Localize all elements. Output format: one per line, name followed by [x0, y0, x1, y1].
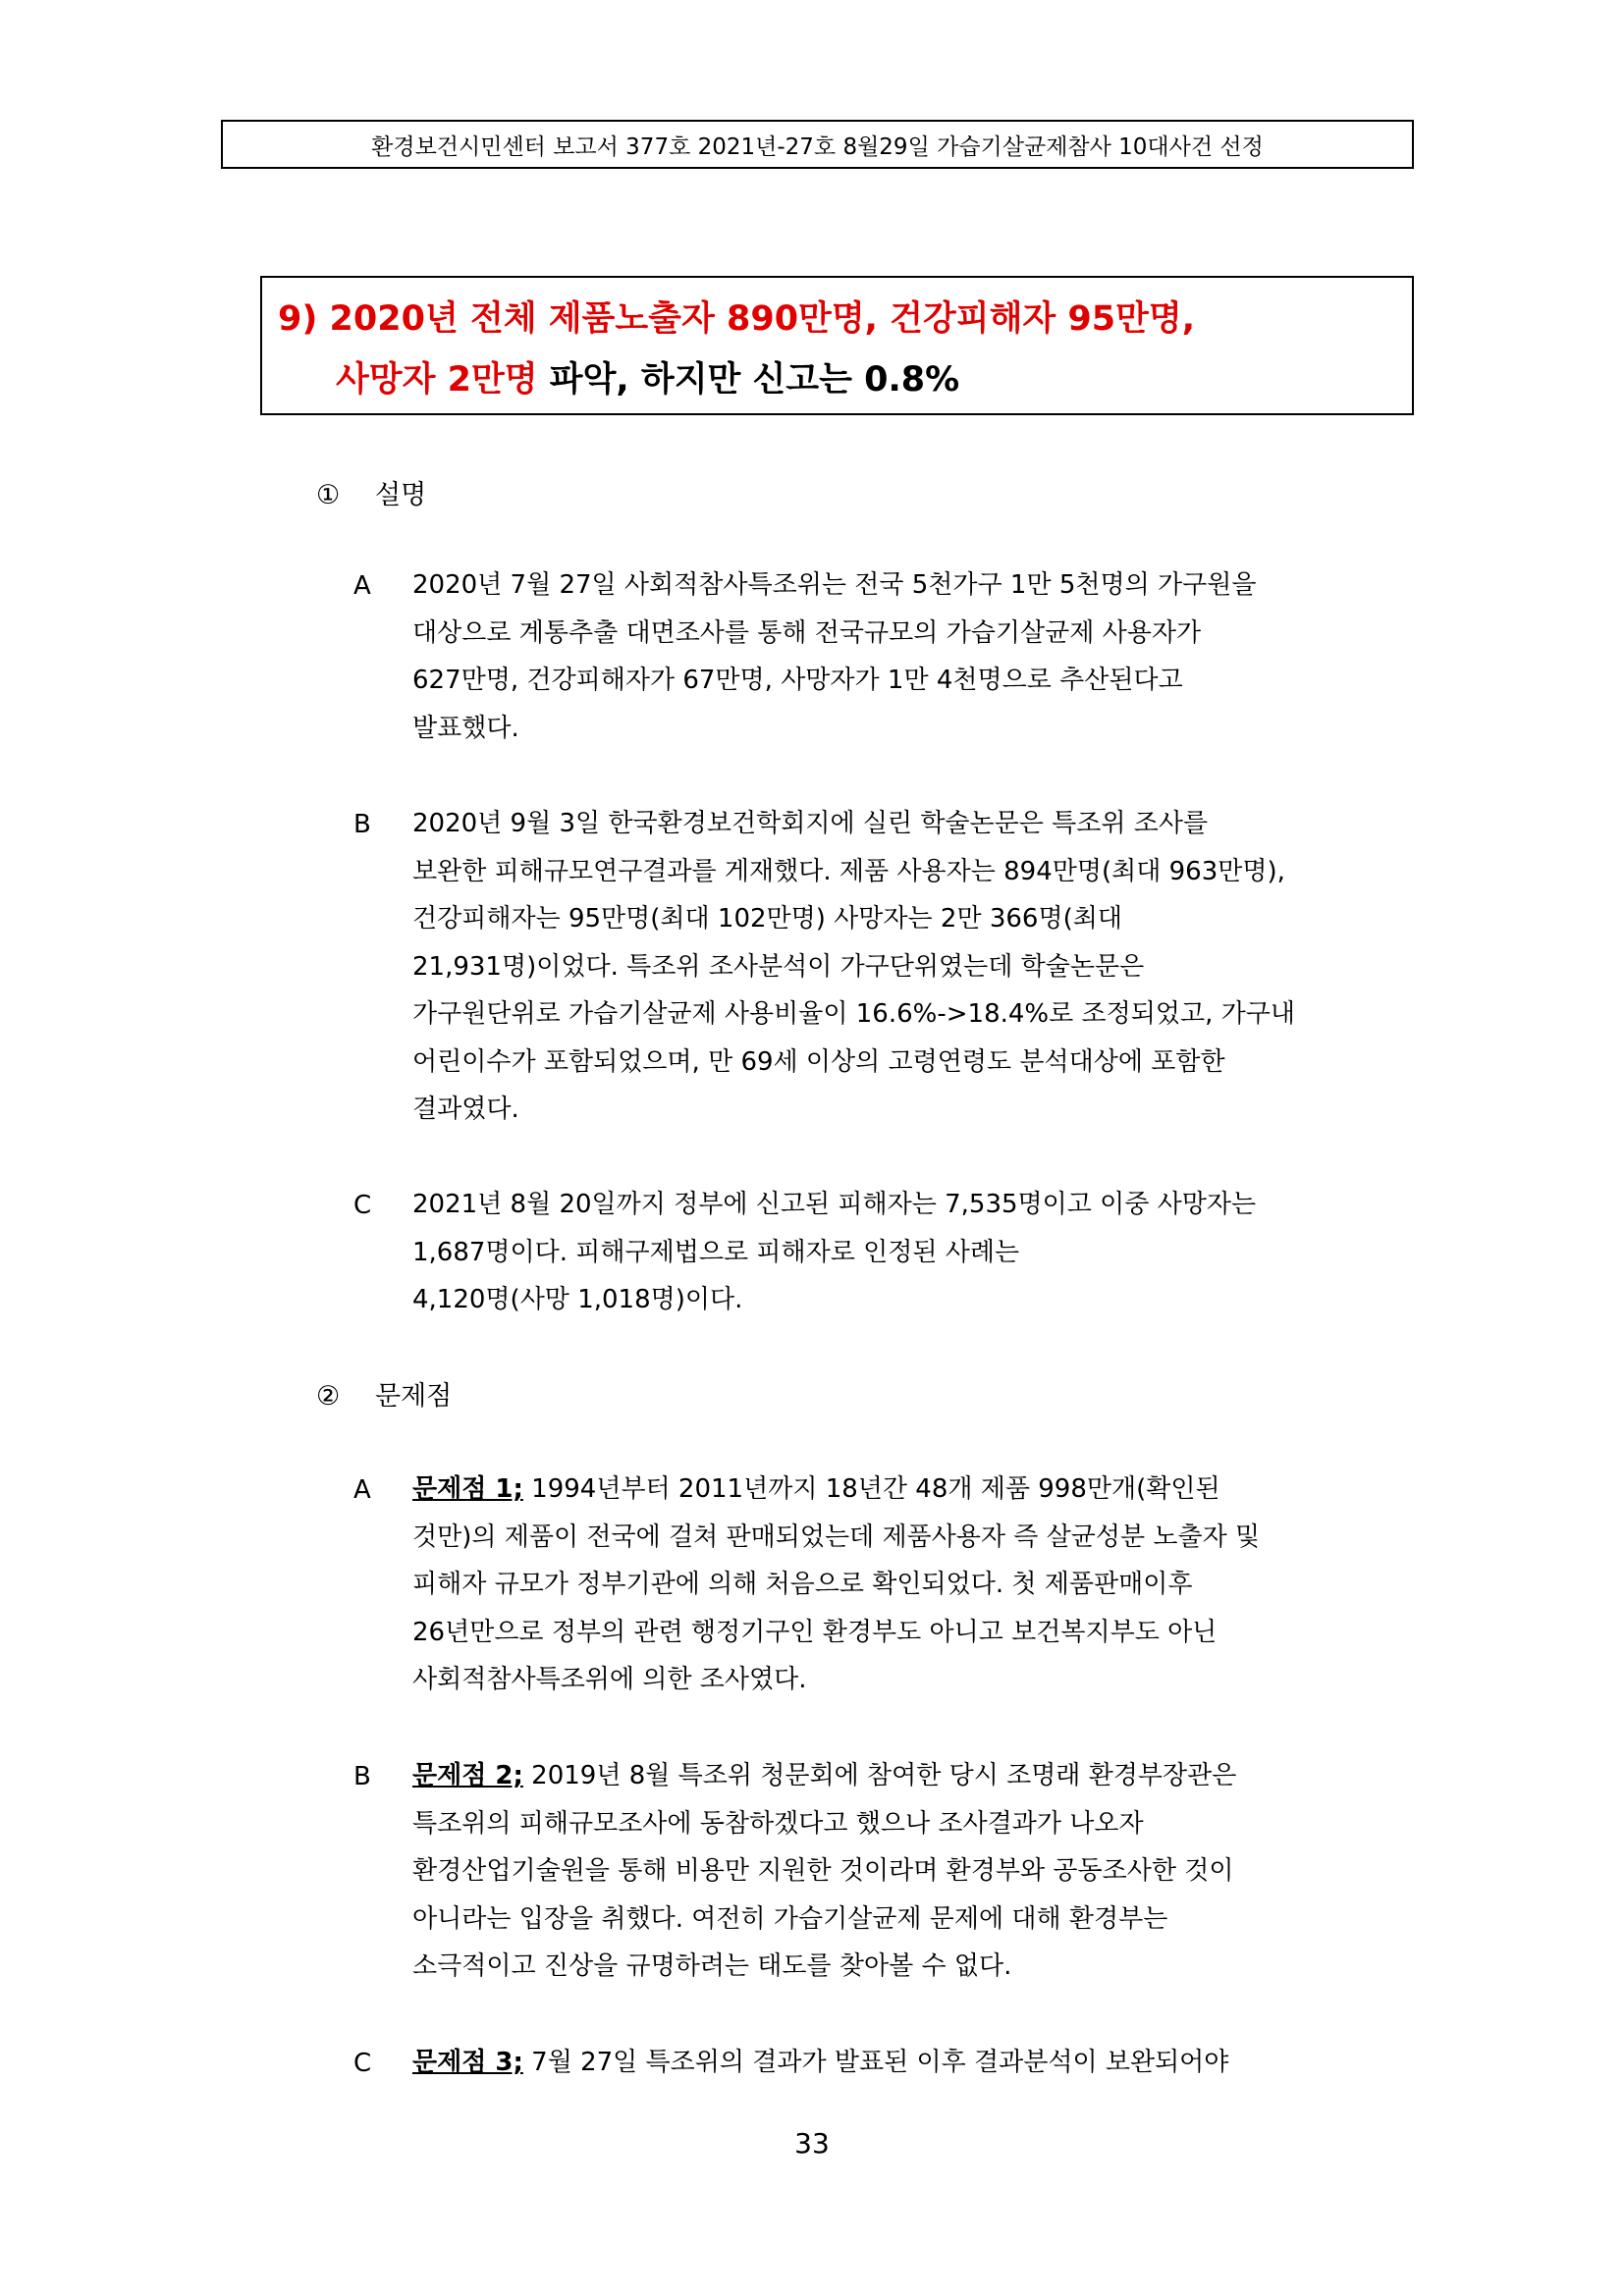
section-number: ②: [316, 1381, 341, 1412]
report-header: [221, 120, 1414, 169]
item-letter: A: [353, 1475, 371, 1505]
paragraph-line: 특조위의 피해규모조사에 동참하겠다고 했으나 조사결과가 나오자: [412, 1808, 1144, 1839]
item-paragraph: [412, 1466, 1260, 1704]
paragraph-line: 결과였다.: [412, 1095, 519, 1124]
item-letter: B: [353, 810, 371, 839]
paragraph-line: 보완한 피해규모연구결과를 게재했다. 제품 사용자는 894만명(최대 963만명),: [412, 856, 1285, 886]
paragraph-line: 1,687명이다. 피해구제법으로 피해자로 인정된 사례는: [412, 1237, 1020, 1267]
item-letter: A: [353, 571, 371, 601]
page-number: 33: [794, 2127, 830, 2160]
paragraph-line: 어린이수가 포함되었으며, 만 69세 이상의 고령연령도 분석대상에 포함한: [412, 1046, 1225, 1077]
paragraph-line: 대상으로 계통추출 대면조사를 통해 전국규모의 가습기살균제 사용자가: [412, 617, 1202, 648]
title-highlight: 사망자 2만명: [336, 360, 538, 400]
section-head-explanation: [316, 473, 426, 511]
paragraph-line: 문제점 3; 7월 27일 특조위의 결과가 발표된 이후 결과분석이 보완되어야: [412, 2048, 1229, 2077]
paragraph-line: 2020년 9월 3일 한국환경보건학회지에 실린 학술논문은 특조위 조사를: [412, 809, 1209, 838]
paragraph-line: 발표했다.: [412, 713, 519, 743]
problem-label: 문제점 2;: [412, 1761, 523, 1790]
report-header-text: 환경보건시민센터 보고서 377호 2021년-27호 8월29일 가습기살균제참사 10대사건 선정: [371, 133, 1264, 160]
paragraph-line: 건강피해자는 95만명(최대 102만명) 사망자는 2만 366명(최대: [412, 904, 1122, 934]
problem-label: 문제점 1;: [412, 1474, 523, 1504]
paragraph-line: 소극적이고 진상을 규명하려는 태도를 찾아볼 수 없다.: [412, 1951, 1012, 1981]
title-rest: 파악, 하지만 신고는 0.8%: [537, 360, 960, 400]
item-letter: B: [353, 1762, 371, 1791]
item-letter: C: [353, 2049, 372, 2078]
item-paragraph: [412, 1181, 1256, 1324]
section-title-line2: [336, 352, 959, 401]
section-title-box: [260, 276, 1414, 415]
paragraph-line: 것만)의 제품이 전국에 걸쳐 판매되었는데 제품사용자 즉 살균성분 노출자 및: [412, 1522, 1261, 1552]
paragraph-line: 사회적참사특조위에 의한 조사였다.: [412, 1665, 807, 1694]
paragraph-line: 21,931명)이었다. 특조위 조사분석이 가구단위였는데 학술논문은: [412, 951, 1145, 982]
item-paragraph: [412, 561, 1256, 752]
paragraph-line: 문제점 2; 2019년 8월 특조위 청문회에 참여한 당시 조명래 환경부장관은: [412, 1761, 1237, 1790]
item-letter: C: [353, 1191, 372, 1220]
paragraph-line: 4,120명(사망 1,018명)이다.: [412, 1285, 743, 1314]
section-head-problems: [316, 1374, 452, 1413]
item-paragraph: [412, 1752, 1236, 1991]
problem-label: 문제점 3;: [412, 2048, 523, 2077]
paragraph-line: 피해자 규모가 정부기관에 의해 처음으로 확인되었다. 첫 제품판매이후: [412, 1570, 1193, 1599]
section-title-line1: 9) 2020년 전체 제품노출자 890만명, 건강피해자 95만명,: [278, 299, 1196, 339]
paragraph-line: 627만명, 건강피해자가 67만명, 사망자가 1만 4천명으로 추산된다고: [412, 666, 1183, 695]
item-paragraph: [412, 800, 1295, 1134]
paragraph-line: 26년만으로 정부의 관련 행정기구인 환경부도 아니고 보건복지부도 아닌: [412, 1617, 1218, 1647]
paragraph-line: 가구원단위로 가습기살균제 사용비율이 16.6%->18.4%로 조정되었고, 가구내: [412, 999, 1295, 1029]
paragraph-line: 환경산업기술원을 통해 비용만 지원한 것이라며 환경부와 공동조사한 것이: [412, 1856, 1234, 1886]
paragraph-line: 아니라는 입장을 취했다. 여전히 가습기살균제 문제에 대해 환경부는: [412, 1903, 1168, 1934]
item-paragraph: [412, 2039, 1228, 2087]
paragraph-line: 2021년 8월 20일까지 정부에 신고된 피해자는 7,535명이고 이중 사망자는: [412, 1190, 1257, 1219]
paragraph-line: 2020년 7월 27일 사회적참사특조위는 전국 5천가구 1만 5천명의 가구원을: [412, 570, 1257, 600]
section-number: ①: [316, 480, 341, 510]
section-label: 설명: [375, 480, 427, 510]
paragraph-line: 문제점 1; 1994년부터 2011년까지 18년간 48개 제품 998만개(확인된: [412, 1474, 1220, 1504]
section-label: 문제점: [375, 1381, 453, 1412]
